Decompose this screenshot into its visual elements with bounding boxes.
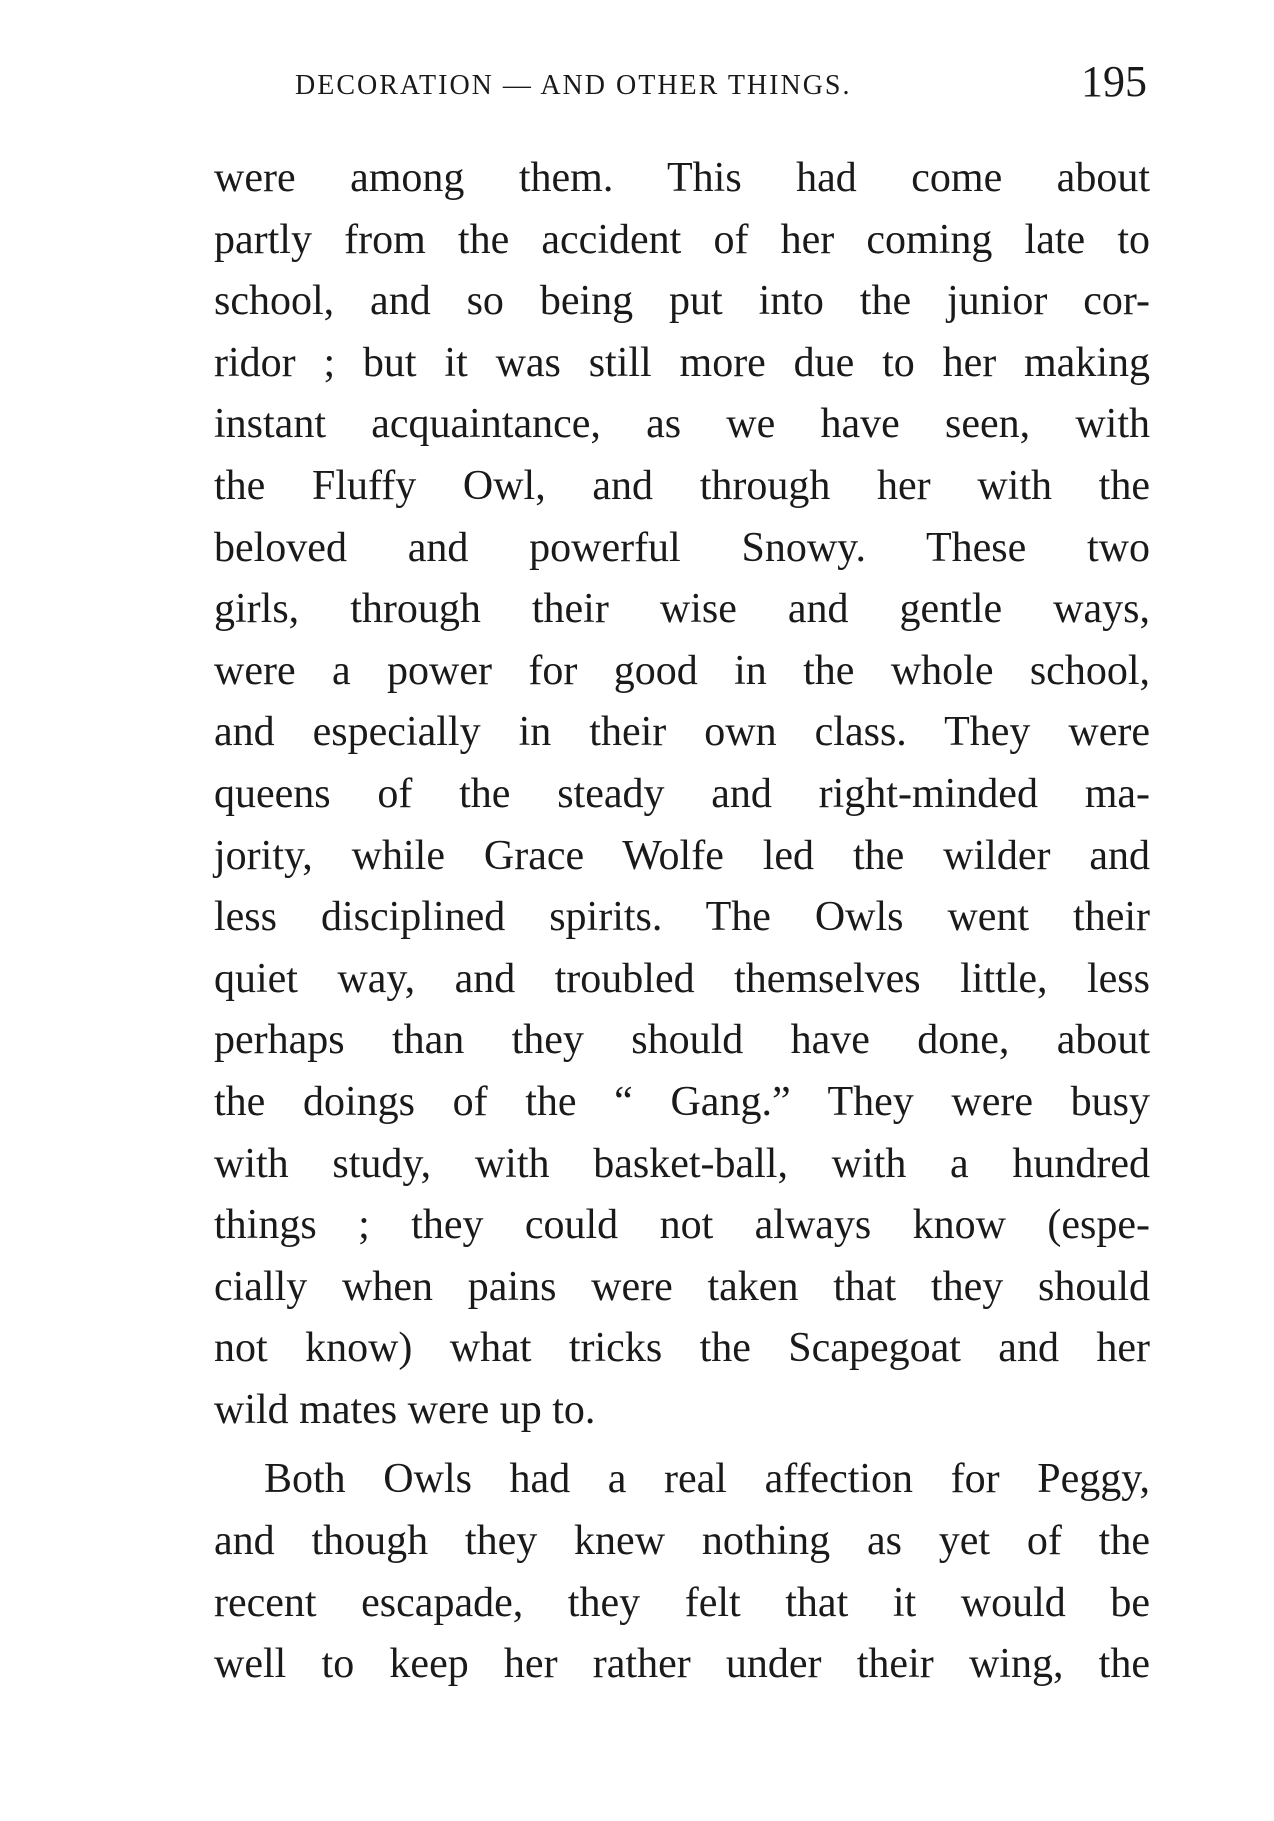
paragraph-gap [214, 1441, 1150, 1449]
running-title: DECORATION — AND OTHER THINGS. [295, 70, 852, 101]
text-line: beloved and powerful Snowy. These two [214, 524, 1150, 571]
paragraph [214, 148, 1150, 1441]
text-line: were among them. This had come about [214, 155, 1150, 201]
text-line: less disciplined spirits. The Owls went their [214, 894, 1150, 941]
text-line: wild mates were up to. [214, 1386, 596, 1433]
text-line: ridor ; but it was still more due to her making [214, 339, 1150, 386]
text-line: recent escapade, they felt that it would be [214, 1579, 1150, 1626]
page-number: 195 [1081, 57, 1147, 106]
text-line: instant acquaintance, as we have seen, with [214, 401, 1150, 448]
text-line: well to keep her rather under their wing, the [214, 1641, 1150, 1688]
text-line: the Fluffy Owl, and through her with the [214, 462, 1150, 509]
text-line: things ; they could not always know (espe- [214, 1202, 1150, 1249]
text-line: girls, through their wise and gentle ways, [214, 586, 1150, 633]
text-line: queens of the steady and right-minded ma- [214, 770, 1150, 817]
text-line: not know) what tricks the Scapegoat and her [214, 1325, 1150, 1372]
text-line: quiet way, and troubled themselves little, less [214, 955, 1150, 1002]
text-line: and though they knew nothing as yet of the [214, 1518, 1150, 1565]
text-line: partly from the accident of her coming late to [214, 216, 1150, 263]
text-line: school, and so being put into the junior cor- [214, 278, 1150, 325]
body-text [214, 148, 1150, 1696]
running-head [295, 56, 1147, 116]
text-line: jority, while Grace Wolfe led the wilder and [214, 832, 1150, 879]
text-line: with study, with basket-ball, with a hundred [214, 1140, 1150, 1187]
text-line: cially when pains were taken that they should [214, 1263, 1150, 1310]
text-line: the doings of the “ Gang.” They were busy [214, 1078, 1150, 1125]
text-line: were a power for good in the whole school, [214, 647, 1150, 694]
text-line: perhaps than they should have done, about [214, 1017, 1150, 1064]
paragraph [214, 1449, 1150, 1695]
text-line: Both Owls had a real affection for Peggy, [264, 1456, 1150, 1503]
text-line: and especially in their own class. They were [214, 709, 1150, 756]
